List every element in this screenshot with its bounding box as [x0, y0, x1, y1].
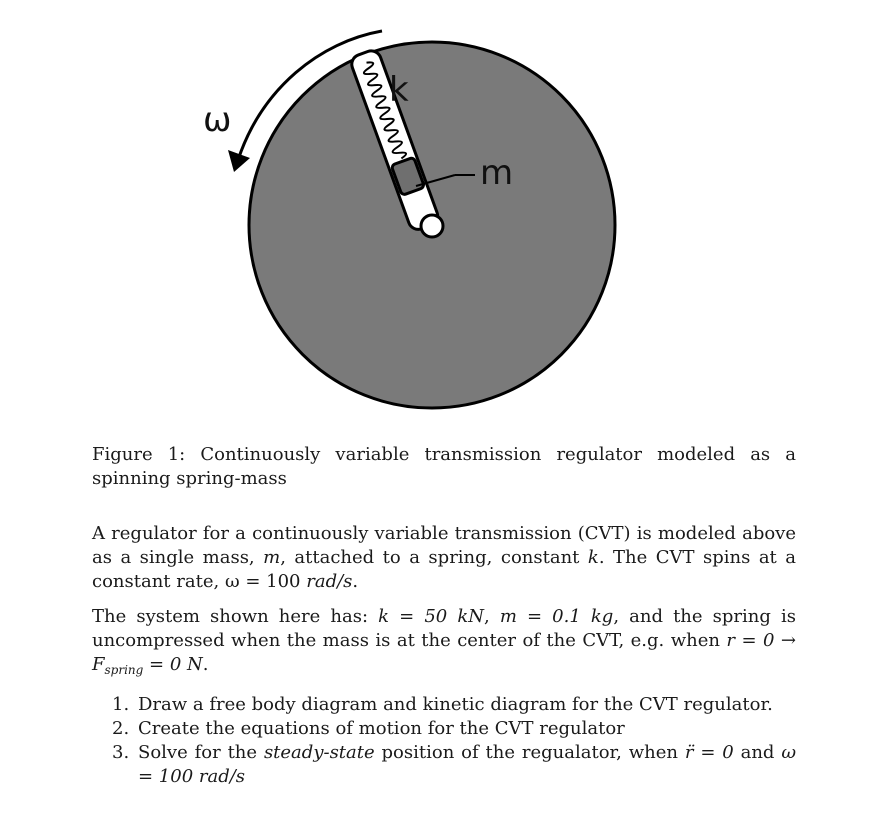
task3-text-3: and: [733, 742, 782, 763]
task-list: [112, 693, 796, 789]
figure-caption: [92, 443, 796, 491]
p1-text-3: . The CVT spins at a constant rate,: [92, 547, 796, 592]
p2-sep: ,: [483, 606, 500, 627]
p1-omega-eq: ω = 100: [224, 571, 301, 592]
task-number: 3.: [112, 742, 130, 763]
list-item: [112, 717, 796, 741]
task3-omega-eq: ω = 100 rad/s: [138, 742, 796, 787]
p1-text-1: A regulator for a continuously variable transmission (CVT) is modeled above as a single mass,: [92, 523, 796, 568]
p1-mass-symbol: m: [263, 547, 281, 568]
omega-label: ω: [203, 100, 232, 140]
p2-r-eq: r = 0 →: [726, 630, 796, 651]
p2-f-symbol: F: [92, 654, 105, 675]
task-number: 1.: [112, 694, 130, 715]
p2-text-3: .: [202, 654, 209, 675]
p2-f-subscript: spring: [104, 663, 144, 677]
p2-f-value: = 0 N: [143, 654, 203, 675]
mass-label: m: [480, 153, 514, 193]
p2-text-1: The system shown here has:: [92, 606, 379, 627]
list-item: [112, 741, 796, 789]
p1-omega-unit: rad/s: [306, 571, 353, 592]
task-text: [138, 741, 796, 789]
list-item: [112, 693, 796, 717]
task-text: Draw a free body diagram and kinetic diagram for the CVT regulator.: [138, 694, 773, 715]
center-pivot: [421, 215, 443, 237]
spring-label: k: [389, 70, 409, 110]
p1-text-2: , attached to a spring, constant: [280, 547, 588, 568]
caption-prefix: Figure 1:: [92, 444, 186, 465]
task3-text-1: Solve for the: [138, 742, 264, 763]
p2-m-value: m = 0.1 kg: [499, 606, 614, 627]
task3-rdd-eq: r̈ = 0: [684, 742, 734, 763]
paragraph-description: [92, 522, 796, 594]
paragraph-parameters: [92, 605, 796, 682]
task-number: 2.: [112, 718, 130, 739]
p1-text-4: .: [352, 571, 359, 592]
p2-k-value: k = 50 kN: [378, 606, 484, 627]
task-text: Create the equations of motion for the CVT regulator: [138, 718, 625, 739]
task3-emphasis: steady-state: [263, 742, 375, 763]
caption-text: Continuously variable transmission regulator modeled as a spinning spring-mass: [92, 444, 797, 489]
p2-text-2: , and the spring is uncompressed when the mass is at the center of the CVT, e.g. when: [92, 606, 796, 651]
task3-text-2: position of the regualator, when: [374, 742, 685, 763]
p1-k-symbol: k: [587, 547, 599, 568]
